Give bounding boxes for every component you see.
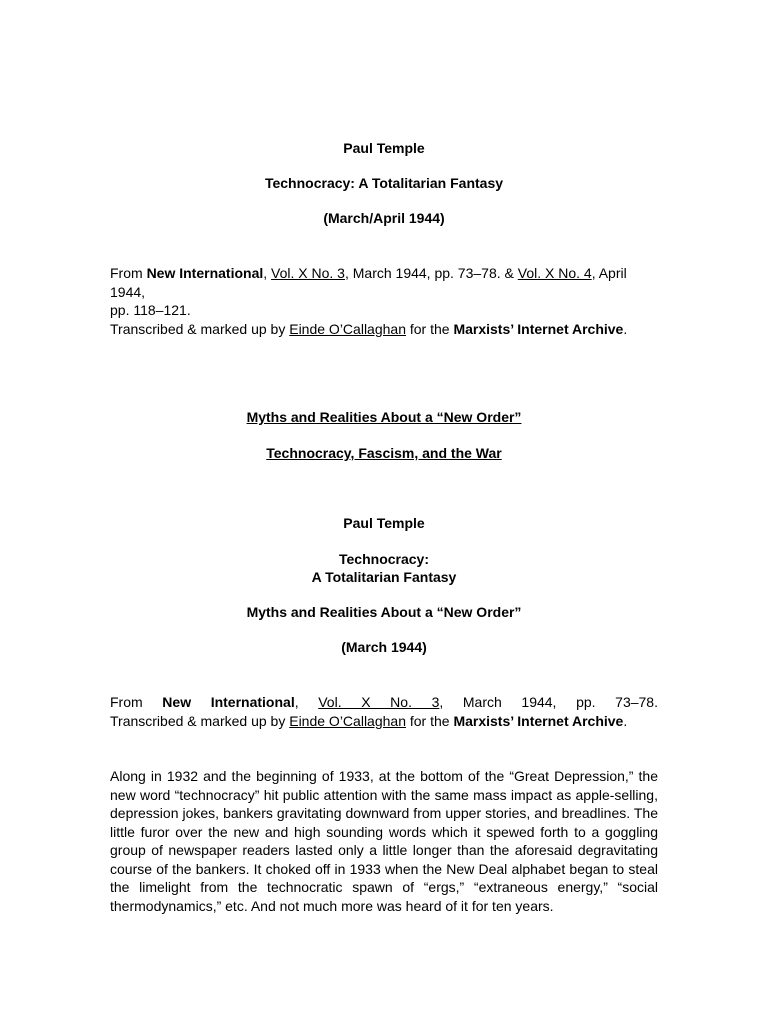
transcriber-link[interactable]: Einde O’Callaghan — [289, 320, 406, 337]
document-title: Technocracy: A Totalitarian Fantasy — [264, 175, 504, 191]
document-date: (March/April 1944) — [323, 210, 445, 226]
myths-heading: Myths and Realities About a “New Order” — [246, 604, 522, 620]
publication-name: New International — [146, 265, 264, 281]
archive-name-2: Marxists’ Internet Archive — [453, 712, 624, 729]
body-paragraph: Along in 1932 and the beginning of 1933, at the bottom of the “Great Depression,” the new word “technocracy” hit public attention with the same mass impact as apple-selling, depression jokes, bankers gravitating downward from upper stories, and breadlines. The little furor over the new and high sounding words which it spewed forth to a goggling group of newspaper readers lasted only a little longer than the aforesaid degravitating course of the bankers. It choked off in 1933 when the New Deal alphabet began to steal the limelight from the technocratic spawn of “ergs,” “extraneous energy,” “social thermodynamics,” etc. And not much more was heard of it for ten years. — [110, 768, 658, 914]
document-title-line2: A Totalitarian Fantasy — [311, 569, 457, 585]
publication-name-2: New International — [162, 694, 295, 710]
source-note: From New International, Vol. X No. 3, March 1944, pp. 73–78. & Vol. X No. 4, April 1944, pp. 118–121. Transcribed & marked up by Einde O’Callaghan for the Marxists’ Internet Archive. — [110, 265, 628, 337]
section-title-myths: Myths and Realities About a “New Order” — [246, 409, 522, 425]
section-title-subtitle: Technocracy, Fascism, and the War — [266, 445, 502, 461]
document-title-line1: Technocracy: — [339, 551, 429, 567]
source-pages: pp. 118–121. — [110, 302, 191, 318]
document-date-2: (March 1944) — [341, 639, 427, 655]
vol-link-3[interactable]: Vol. X No. 3 — [318, 694, 440, 710]
vol-link-1[interactable]: Vol. X No. 3 — [271, 265, 345, 281]
transcriber-link-2[interactable]: Einde O’Callaghan — [289, 712, 406, 729]
author-name: Paul Temple — [343, 140, 425, 156]
archive-name: Marxists’ Internet Archive — [453, 320, 624, 337]
source-note-2: From New International, Vol. X No. 3, March 1944, pp. 73–78. Transcribed & marked up by Einde O’Callaghan for the Marxists’ Internet Archive. — [110, 694, 658, 729]
author-name-2: Paul Temple — [343, 515, 425, 531]
vol-link-2[interactable]: Vol. X No. 4 — [517, 265, 592, 281]
